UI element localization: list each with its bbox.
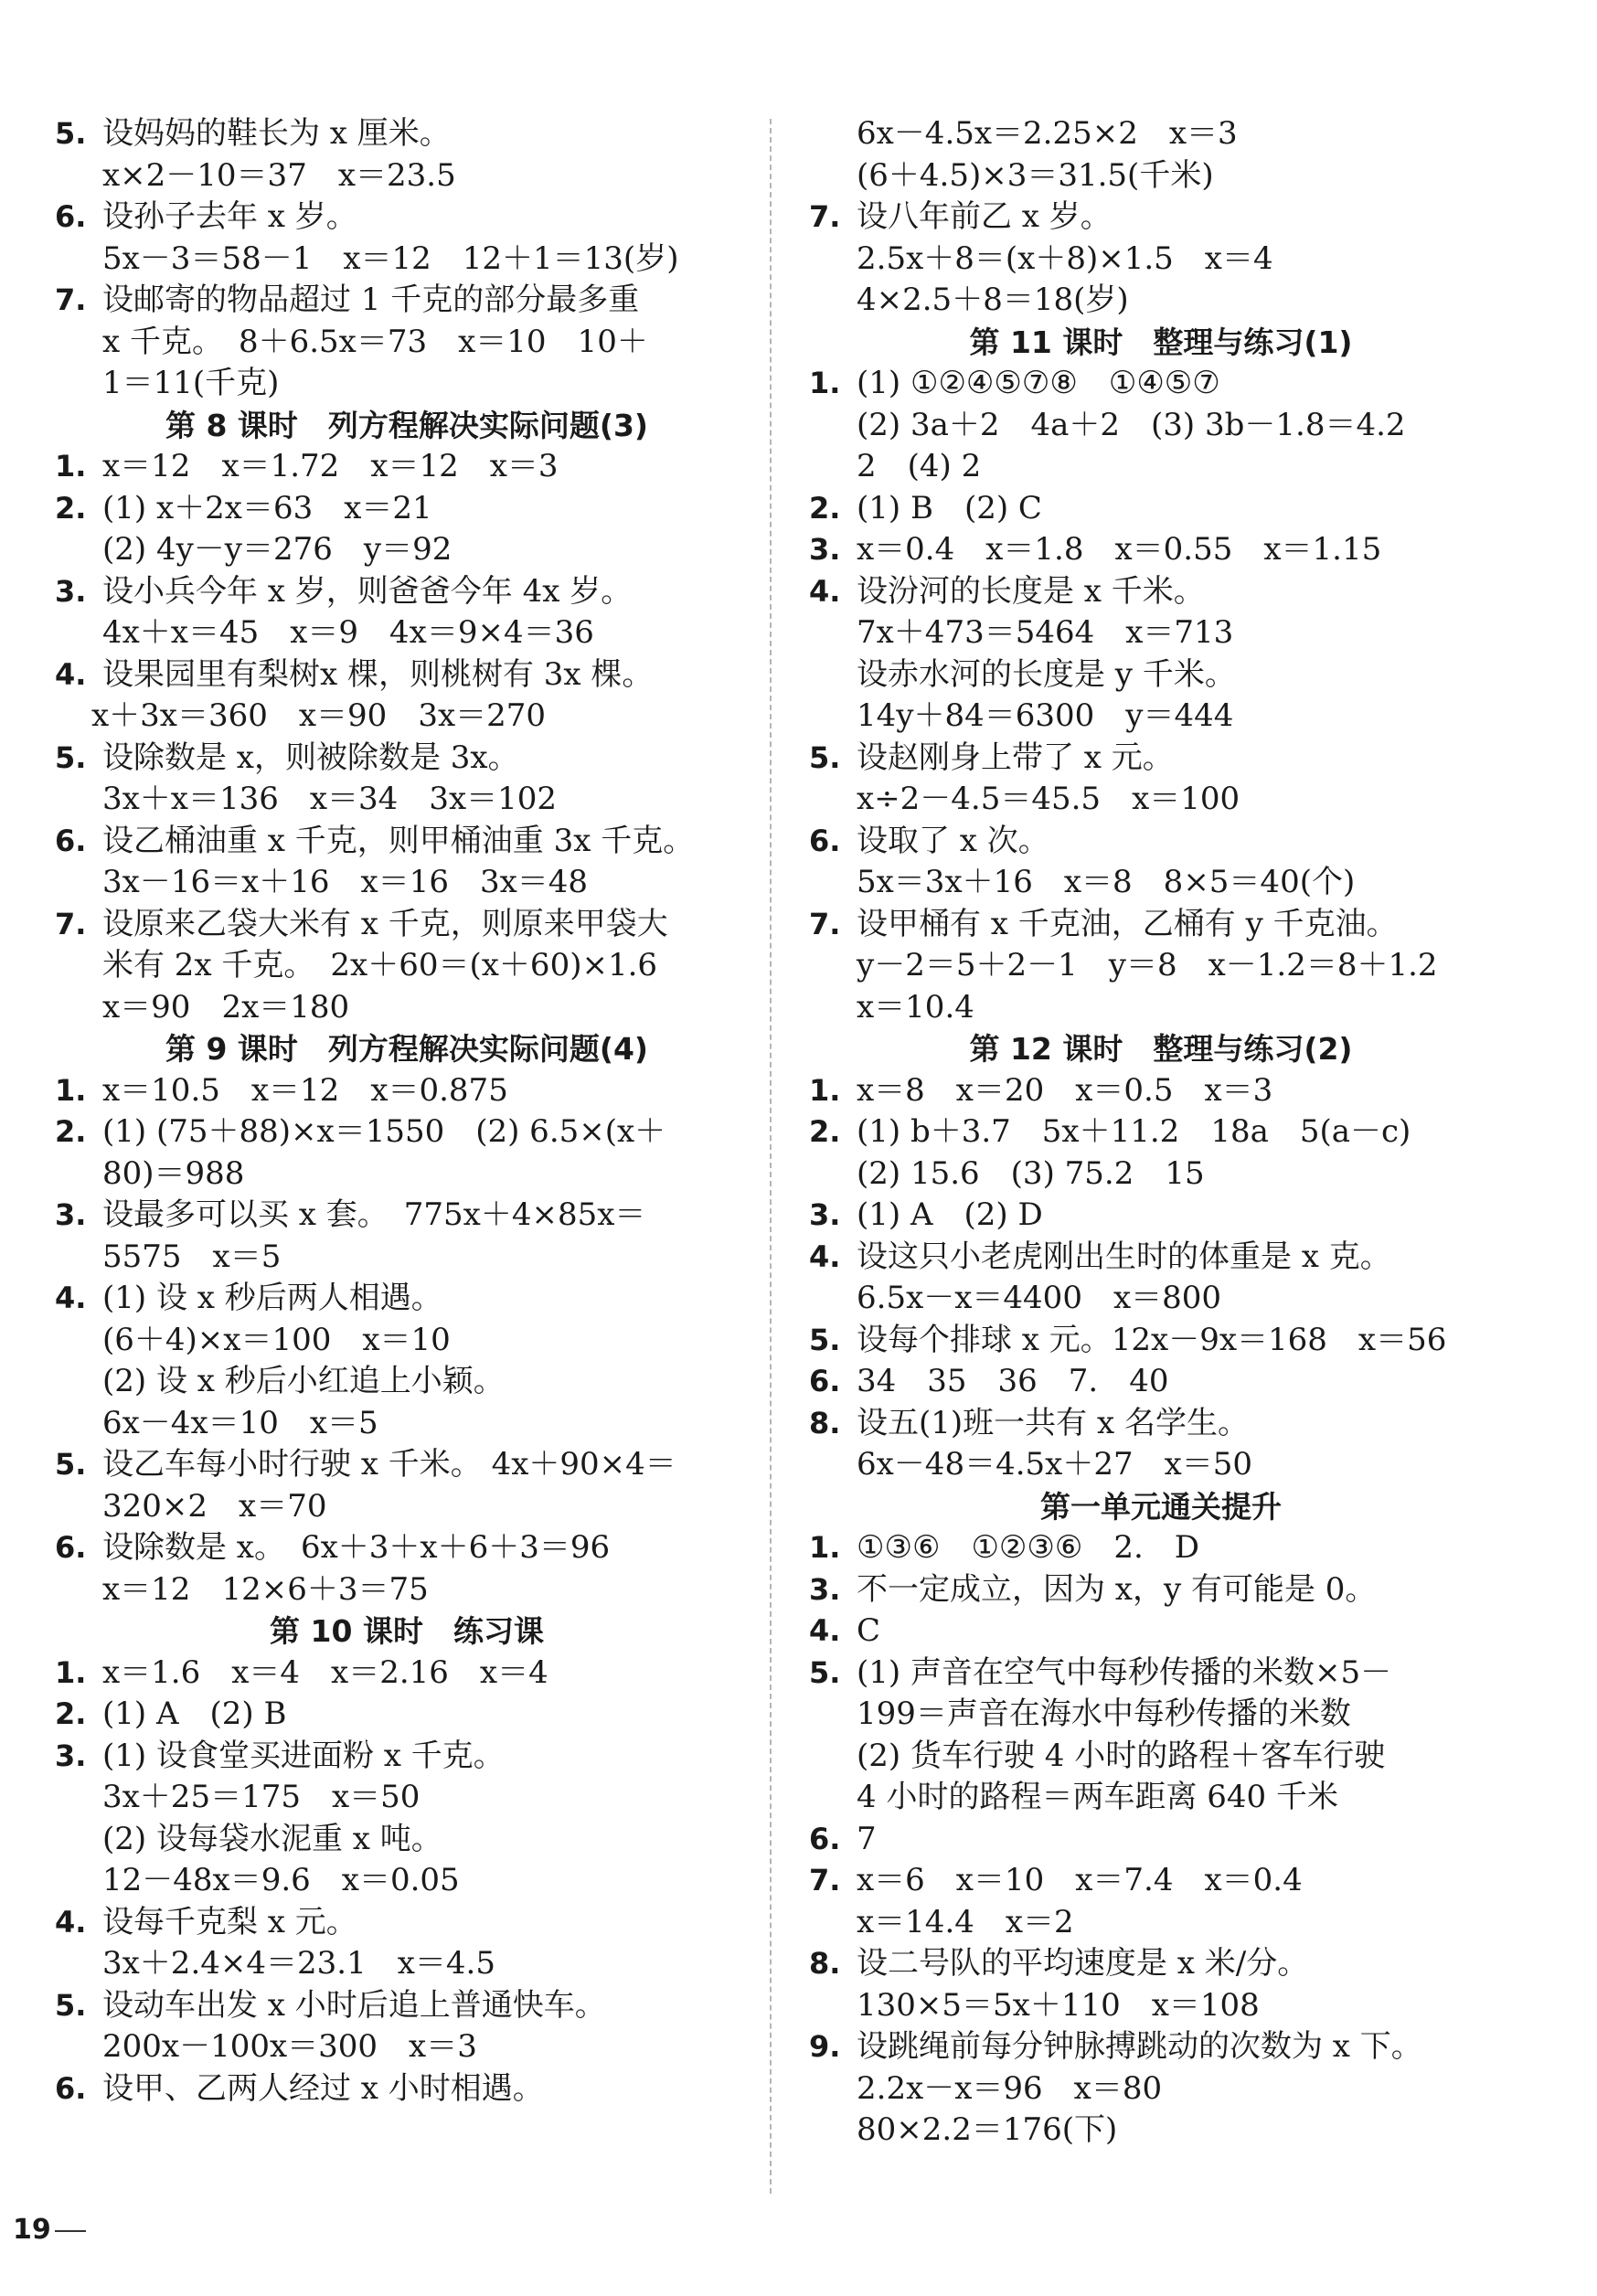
answer-line	[55, 1527, 759, 1569]
answer-text: 6x－48＝4.5x＋27 x＝50	[857, 1446, 1253, 1483]
answer-line	[809, 1237, 1513, 1279]
answer-text: (1) A (2) D	[857, 1196, 1043, 1233]
answer-line	[809, 1610, 1513, 1653]
answer-line	[809, 1736, 1513, 1778]
answer-line	[55, 904, 759, 946]
question-number: 3.	[55, 573, 87, 609]
answer-line	[809, 1403, 1513, 1445]
answer-text: 3x－16＝x＋16 x＝16 3x＝48	[102, 864, 589, 900]
answer-text: 14y＋84＝6300 y＝444	[857, 697, 1234, 734]
answer-line	[55, 363, 759, 405]
answer-text: 设邮寄的物品超过 1 千克的部分最多重	[102, 282, 640, 318]
answer-text: 设甲、乙两人经过 x 小时相遇。	[102, 2069, 544, 2107]
answer-line	[809, 904, 1513, 946]
answer-line	[809, 1985, 1513, 2027]
answer-text: x＝12 12×6＋3＝75	[102, 1570, 429, 1608]
answer-text: (6＋4)×x＝100 x＝10	[102, 1321, 451, 1358]
answer-text: 2.2x－x＝96 x＝80	[857, 2069, 1163, 2107]
answer-line	[55, 1486, 759, 1528]
question-number: 2.	[809, 490, 841, 526]
answer-line	[809, 2110, 1513, 2152]
answer-text: 设八年前乙 x 岁。	[857, 198, 1112, 235]
answer-text: x＝14.4 x＝2	[857, 1903, 1074, 1940]
answer-line	[55, 1320, 759, 1362]
answer-text: 320×2 x＝70	[102, 1487, 327, 1525]
answer-line	[809, 1444, 1513, 1486]
answer-text: (1) 设 x 秒后两人相遇。	[102, 1280, 442, 1316]
section-heading: 第一单元通关提升	[1040, 1488, 1282, 1525]
answer-line	[809, 1902, 1513, 1944]
answer-line	[55, 529, 759, 571]
question-number: 1.	[55, 449, 87, 484]
answer-text: x 千克。 8＋6.5x＝73 x＝10 10＋	[102, 323, 648, 360]
answer-text: 12－48x＝9.6 x＝0.05	[102, 1862, 460, 1898]
answer-line	[55, 113, 759, 155]
question-number: 4.	[55, 656, 87, 692]
answer-text: x＝90 2x＝180	[102, 988, 350, 1026]
answer-line	[809, 1777, 1513, 1819]
question-number: 4.	[809, 1238, 841, 1274]
answer-line	[55, 280, 759, 322]
answer-line	[809, 1111, 1513, 1153]
answer-text: 设乙桶油重 x 千克，则甲桶油重 3x 千克。	[102, 822, 695, 859]
answer-line	[55, 1403, 759, 1445]
answer-text: 5x－3＝58－1 x＝12 12＋1＝13(岁)	[102, 239, 679, 277]
answer-text: (1) x＋2x＝63 x＝21	[102, 489, 432, 526]
answer-text: (1) 设食堂买进面粉 x 千克。	[102, 1737, 505, 1774]
answer-line	[809, 1943, 1513, 1985]
section-heading: 第 9 课时 列方程解决实际问题(4)	[165, 1031, 649, 1067]
answer-text: 130×5＝5x＋110 x＝108	[857, 1986, 1260, 2024]
question-number: 3.	[55, 1197, 87, 1232]
section-heading: 第 11 课时 整理与练习(1)	[969, 324, 1353, 360]
section-heading: 第 10 课时 练习课	[270, 1613, 544, 1649]
answer-line	[55, 239, 759, 281]
answer-line	[55, 197, 759, 239]
question-number: 1.	[809, 1072, 841, 1108]
answer-text: 199＝声音在海水中每秒传播的米数	[857, 1695, 1351, 1732]
answer-text: x＋3x＝360 x＝90 3x＝270	[91, 697, 547, 734]
answer-text: 设汾河的长度是 x 千米。	[857, 572, 1205, 610]
question-number: 5.	[55, 1447, 87, 1482]
answer-line	[55, 1569, 759, 1611]
answer-text: y－2＝5＋2－1 y＝8 x－1.2＝8＋1.2	[857, 947, 1438, 983]
answer-text: 1＝11(千克)	[102, 365, 280, 401]
answer-line	[809, 738, 1513, 780]
answer-line	[55, 987, 759, 1029]
answer-line	[809, 1320, 1513, 1362]
answer-text: x÷2－4.5＝45.5 x＝100	[857, 781, 1240, 817]
question-number: 7.	[809, 906, 841, 941]
answer-line	[809, 2026, 1513, 2068]
question-number: 3.	[809, 1197, 841, 1232]
answer-line	[55, 446, 759, 488]
answer-line	[55, 1195, 759, 1237]
answer-text: 2 (4) 2	[857, 448, 982, 484]
answer-text: 设二号队的平均速度是 x 米/分。	[857, 1945, 1309, 1982]
answer-line	[55, 1070, 759, 1112]
answer-text: 设这只小老虎刚出生时的体重是 x 克。	[857, 1238, 1391, 1275]
answer-text: x＝8 x＝20 x＝0.5 x＝3	[857, 1071, 1273, 1109]
page-number: 19	[13, 2214, 51, 2246]
question-number: 1.	[809, 1530, 841, 1565]
answer-text: x×2－10＝37 x＝23.5	[102, 156, 456, 194]
answer-line	[809, 1653, 1513, 1695]
answer-text: 设赵刚身上带了 x 元。	[857, 739, 1174, 776]
answer-line	[55, 779, 759, 821]
answer-line	[809, 529, 1513, 571]
question-number: 4.	[809, 573, 841, 609]
answer-line	[809, 696, 1513, 738]
page-number-dash	[55, 2230, 86, 2232]
answer-text: 2.5x＋8＝(x＋8)×1.5 x＝4	[857, 239, 1273, 277]
answer-text: 设取了 x 次。	[857, 822, 1049, 859]
answer-text: (6＋4.5)×3＝31.5(千米)	[857, 156, 1214, 194]
answer-text: 6x－4x＝10 x＝5	[102, 1404, 378, 1441]
answer-line	[55, 945, 759, 987]
answer-line	[809, 280, 1513, 322]
answer-text: (1) ①②④⑤⑦⑧ ①④⑤⑦	[857, 365, 1220, 401]
answer-line	[55, 488, 759, 530]
answer-text: (2) 设 x 秒后小红追上小颖。	[102, 1363, 505, 1399]
question-number: 8.	[809, 1405, 841, 1440]
answer-text: 设除数是 x，则被除数是 3x。	[102, 739, 519, 776]
answer-text: 3x＋2.4×4＝23.1 x＝4.5	[102, 1945, 495, 1982]
answer-text: 米有 2x 千克。 2x＋60＝(x＋60)×1.6	[102, 947, 658, 983]
question-number: 5.	[809, 739, 841, 775]
answer-text: 6.5x－x＝4400 x＝800	[857, 1280, 1222, 1316]
answer-text: (1) A (2) B	[102, 1695, 287, 1732]
question-number: 2.	[55, 1114, 87, 1149]
question-number: 2.	[55, 490, 87, 526]
answer-line	[809, 446, 1513, 488]
answer-line	[809, 363, 1513, 405]
question-number: 8.	[809, 1946, 841, 1981]
question-number: 7.	[809, 1863, 841, 1897]
answer-text: 设甲桶有 x 千克油，乙桶有 y 千克油。	[857, 905, 1398, 942]
answer-text: 设孙子去年 x 岁。	[102, 198, 357, 235]
answer-line	[809, 571, 1513, 613]
question-number: 4.	[55, 1281, 87, 1315]
answer-text: x＝10.5 x＝12 x＝0.875	[102, 1071, 508, 1109]
question-number: 7.	[55, 906, 87, 941]
question-number: 5.	[809, 1322, 841, 1357]
answer-line	[55, 1777, 759, 1819]
answer-line	[809, 405, 1513, 447]
answer-text: 200x－100x＝300 x＝3	[102, 2028, 477, 2065]
answer-line	[809, 1153, 1513, 1196]
answer-line	[809, 1361, 1513, 1403]
question-number: 5.	[55, 116, 87, 151]
answer-line	[55, 1653, 759, 1695]
answer-line	[55, 2068, 759, 2110]
answer-line	[55, 1111, 759, 1153]
right-column	[809, 113, 1513, 2152]
answer-line	[809, 862, 1513, 904]
answer-text: 设五(1)班一共有 x 名学生。	[857, 1404, 1249, 1441]
answer-line	[809, 821, 1513, 863]
answer-text: C	[857, 1612, 881, 1649]
answer-line	[809, 2068, 1513, 2110]
answer-line	[809, 987, 1513, 1029]
answer-line	[55, 1237, 759, 1279]
answer-text: ①③⑥ ①②③⑥ 2. D	[857, 1529, 1200, 1566]
question-number: 2.	[55, 1696, 87, 1731]
answer-line	[55, 322, 759, 364]
answer-line	[55, 1985, 759, 2027]
answer-line	[55, 612, 759, 654]
question-number: 9.	[809, 2029, 841, 2064]
answer-text: x＝1.6 x＝4 x＝2.16 x＝4	[102, 1653, 548, 1691]
question-number: 1.	[55, 1072, 87, 1108]
answer-text: 80×2.2＝176(下)	[857, 2111, 1118, 2148]
answer-line	[55, 1860, 759, 1902]
answer-text: 设小兵今年 x 岁，则爸爸今年 4x 岁。	[102, 572, 633, 610]
answer-text: 6x－4.5x＝2.25×2 x＝3	[857, 115, 1238, 152]
answer-text: 设除数是 x。 6x＋3＋x＋6＋3＝96	[102, 1529, 611, 1566]
answer-line	[55, 821, 759, 863]
answer-line	[55, 2026, 759, 2068]
answer-line	[55, 571, 759, 613]
answer-line	[55, 1278, 759, 1320]
question-number: 4.	[809, 1613, 841, 1648]
answer-text: 5x＝3x＋16 x＝8 8×5＝40(个)	[857, 864, 1356, 900]
answer-text: (1) (75＋88)×x＝1550 (2) 6.5×(x＋	[102, 1113, 666, 1150]
question-number: 7.	[809, 199, 841, 234]
answer-line	[55, 1736, 759, 1778]
answer-text: (2) 15.6 (3) 75.2 15	[857, 1154, 1205, 1192]
section-heading: 第 12 课时 整理与练习(2)	[969, 1031, 1353, 1067]
question-number: 5.	[809, 1654, 841, 1690]
answer-text: 3x＋25＝175 x＝50	[102, 1779, 421, 1815]
answer-line	[809, 1860, 1513, 1902]
answer-line	[809, 945, 1513, 987]
answer-line	[55, 1444, 759, 1486]
answer-line	[809, 1819, 1513, 1861]
answer-line	[55, 696, 759, 738]
question-number: 7.	[55, 282, 87, 317]
answer-text: (1) 声音在空气中每秒传播的米数×5－	[857, 1653, 1392, 1691]
question-number: 6.	[809, 823, 841, 858]
answer-text: 4 小时的路程＝两车距离 640 千米	[857, 1779, 1338, 1815]
answer-line	[55, 1694, 759, 1736]
answer-text: x＝10.4	[857, 988, 974, 1026]
answer-line	[55, 862, 759, 904]
question-number: 6.	[55, 199, 87, 234]
answer-text: 设原来乙袋大米有 x 千克，则原来甲袋大	[102, 905, 668, 942]
answer-text: 设每千克梨 x 元。	[102, 1903, 357, 1940]
answer-line	[55, 1153, 759, 1196]
answer-text: (2) 3a＋2 4a＋2 (3) 3b－1.8＝4.2	[857, 406, 1406, 443]
question-number: 3.	[809, 1571, 841, 1607]
answer-line	[809, 654, 1513, 696]
question-number: 2.	[809, 1114, 841, 1149]
answer-text: 设跳绳前每分钟脉搏跳动的次数为 x 下。	[857, 2028, 1422, 2065]
question-number: 3.	[55, 1738, 87, 1773]
answer-line	[55, 155, 759, 197]
answer-line	[55, 738, 759, 780]
answer-line	[809, 113, 1513, 155]
answer-text: 80)＝988	[102, 1154, 245, 1192]
question-number: 1.	[809, 366, 841, 400]
answer-text: 7	[857, 1820, 877, 1857]
answer-text: x＝12 x＝1.72 x＝12 x＝3	[102, 448, 559, 484]
answer-line	[809, 239, 1513, 281]
answer-text: 设果园里有梨树x 棵，则桃树有 3x 棵。	[102, 655, 654, 693]
answer-text: 设每个排球 x 元。12x－9x＝168 x＝56	[857, 1321, 1447, 1358]
answer-line	[55, 1361, 759, 1403]
answer-text: 7x＋473＝5464 x＝713	[857, 614, 1234, 651]
question-number: 6.	[55, 1530, 87, 1565]
answer-text: x＝0.4 x＝1.8 x＝0.55 x＝1.15	[857, 531, 1382, 568]
answer-line	[809, 197, 1513, 239]
answer-line	[809, 1195, 1513, 1237]
answer-line	[809, 1569, 1513, 1611]
question-number: 6.	[55, 2070, 87, 2106]
answer-text: 34 35 36 7. 40	[857, 1363, 1169, 1399]
question-number: 5.	[55, 1987, 87, 2023]
answer-text: (2) 4y－y＝276 y＝92	[102, 531, 452, 568]
question-number: 6.	[809, 1364, 841, 1398]
answer-line	[55, 1943, 759, 1985]
answer-line	[809, 155, 1513, 197]
left-column	[55, 113, 759, 2110]
answer-text: (2) 货车行驶 4 小时的路程＋客车行驶	[857, 1737, 1386, 1774]
answer-text: 设妈妈的鞋长为 x 厘米。	[102, 115, 451, 152]
answer-text: 4x＋x＝45 x＝9 4x＝9×4＝36	[102, 614, 594, 651]
question-number: 3.	[809, 532, 841, 567]
answer-text: 4×2.5＋8＝18(岁)	[857, 282, 1129, 318]
answer-line	[809, 779, 1513, 821]
answer-line	[809, 488, 1513, 530]
question-number: 6.	[809, 1821, 841, 1856]
answer-text: 5575 x＝5	[102, 1238, 282, 1275]
answer-text: 设最多可以买 x 套。 775x＋4×85x＝	[102, 1196, 646, 1233]
answer-line	[809, 1278, 1513, 1320]
answer-text: 设赤水河的长度是 y 千米。	[857, 655, 1236, 693]
answer-line	[55, 1902, 759, 1944]
answer-line	[55, 654, 759, 696]
answer-line	[809, 1527, 1513, 1569]
answer-text: 不一定成立，因为 x，y 有可能是 0。	[857, 1570, 1377, 1608]
question-number: 1.	[55, 1654, 87, 1690]
column-divider	[770, 119, 772, 2194]
answer-text: (1) b＋3.7 5x＋11.2 18a 5(a－c)	[857, 1113, 1411, 1150]
answer-text: (2) 设每袋水泥重 x 吨。	[102, 1820, 442, 1857]
question-number: 4.	[55, 1904, 87, 1940]
answer-line	[809, 1694, 1513, 1736]
answer-text: 设动车出发 x 小时后追上普通快车。	[102, 1986, 606, 2024]
answer-text: 3x＋x＝136 x＝34 3x＝102	[102, 781, 558, 817]
section-heading: 第 8 课时 列方程解决实际问题(3)	[165, 407, 649, 443]
answer-text: (1) B (2) C	[857, 489, 1042, 526]
answer-text: x＝6 x＝10 x＝7.4 x＝0.4	[857, 1862, 1303, 1898]
answer-line	[809, 612, 1513, 654]
answer-line	[55, 1819, 759, 1861]
answer-line	[809, 1070, 1513, 1112]
answer-text: 设乙车每小时行驶 x 千米。 4x＋90×4＝	[102, 1446, 676, 1483]
question-number: 6.	[55, 823, 87, 858]
question-number: 5.	[55, 739, 87, 775]
